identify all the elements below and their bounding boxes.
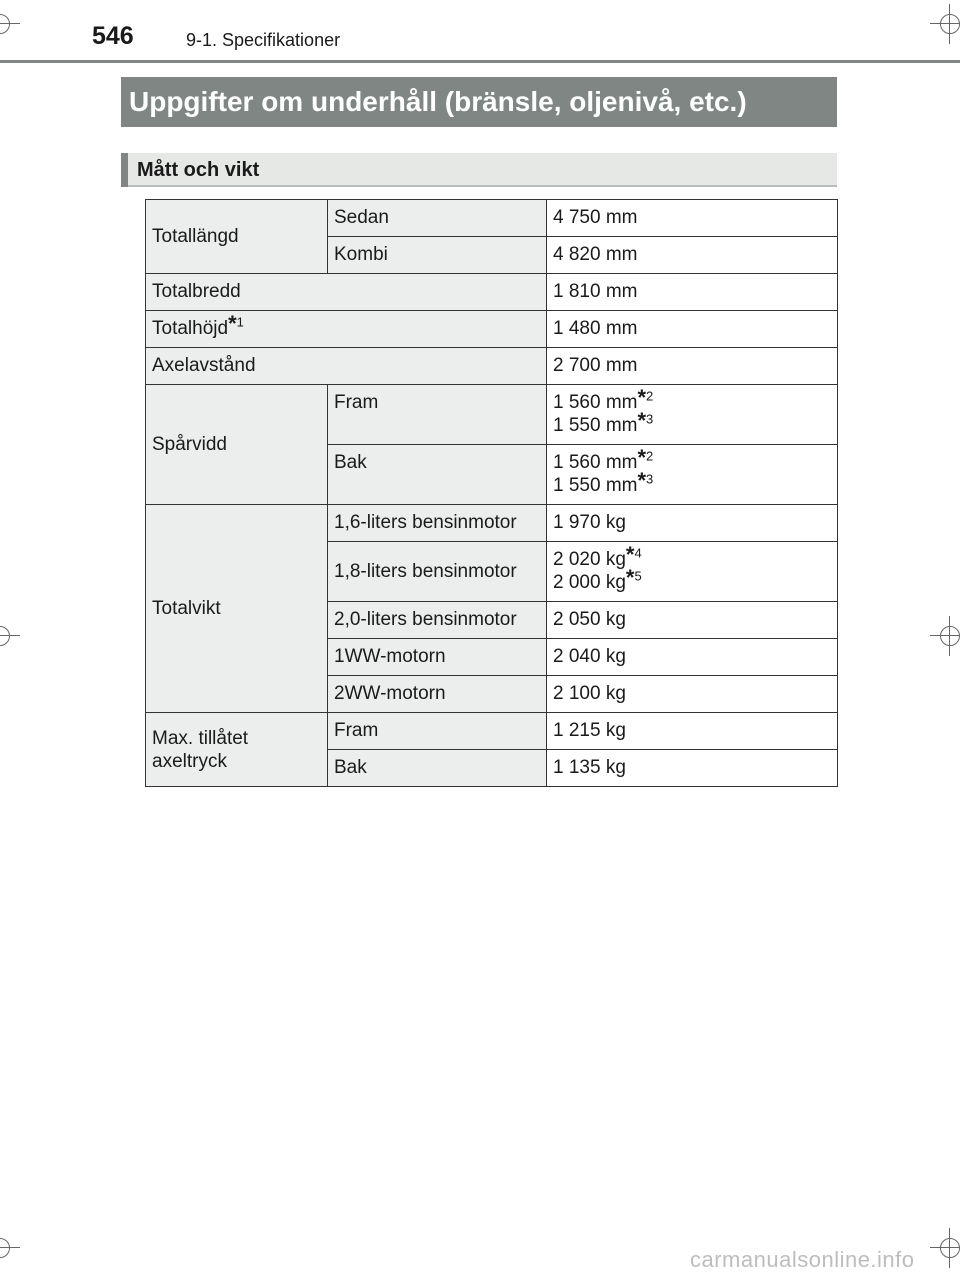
section-header: [121, 153, 837, 187]
value-line: [553, 468, 831, 497]
row-label-total-height: [146, 311, 547, 348]
table-row: [146, 311, 838, 348]
watermark: carmanualsonline.info: [690, 1247, 915, 1272]
value-axle-front: 1 215 kg: [547, 713, 838, 750]
sub-label-18-engine: 1,8-liters bensinmotor: [328, 542, 547, 602]
value-line: [553, 565, 831, 594]
value-line: [553, 542, 831, 571]
value-track-front: [547, 385, 838, 445]
value-total-height: 1 480 mm: [547, 311, 838, 348]
page-number: 546: [92, 22, 134, 50]
sub-label-axle-rear: Bak: [328, 750, 547, 787]
sub-label-axle-front: Fram: [328, 713, 547, 750]
value-line: [553, 445, 831, 474]
sub-label-kombi: Kombi: [328, 237, 547, 274]
table-row: [146, 348, 838, 385]
value-axle-rear: 1 135 kg: [547, 750, 838, 787]
footnote-ref: 3: [646, 471, 654, 487]
value-wheelbase: 2 700 mm: [547, 348, 838, 385]
row-label-wheelbase: Axelavstånd: [146, 348, 547, 385]
footnote-marker: *: [625, 542, 635, 567]
sub-label-16-engine: 1,6-liters bensinmotor: [328, 505, 547, 542]
registration-mark-top-left: [0, 14, 10, 34]
footnote-marker: *: [637, 445, 647, 470]
value-line: [553, 385, 831, 414]
sub-label-track-rear: Bak: [328, 445, 547, 505]
row-label-track: Spårvidd: [146, 385, 328, 505]
dimensions-weight-table: [145, 199, 838, 787]
sub-label-2ww-engine: 2WW-motorn: [328, 676, 547, 713]
footnote-ref: 1: [236, 314, 244, 330]
value-text: 2 020 kg: [553, 549, 626, 570]
row-label-axle-load: [146, 713, 328, 787]
registration-mark-top-right: [940, 14, 960, 34]
value-text: 1 550 mm: [553, 475, 638, 496]
footnote-marker: *: [625, 565, 635, 590]
sub-label-sedan: Sedan: [328, 200, 547, 237]
registration-mark-mid-right: [940, 626, 960, 646]
value-sedan: 4 750 mm: [547, 200, 838, 237]
section-title: Mått och vikt: [137, 159, 260, 181]
value-18-engine: [547, 542, 838, 602]
registration-mark-bottom-left: [0, 1238, 10, 1258]
header-rule: [0, 60, 960, 63]
footnote-ref: 5: [634, 568, 642, 584]
footnote-ref: 2: [646, 388, 654, 404]
footnote-ref: 2: [646, 448, 654, 464]
axle-label-line: Max. tillåtet: [152, 727, 249, 749]
sub-label-track-front: Fram: [328, 385, 547, 445]
table-row: [146, 505, 838, 542]
registration-mark-bottom-right: [940, 1238, 960, 1258]
value-2ww-engine: 2 100 kg: [547, 676, 838, 713]
value-text: 1 560 mm: [553, 452, 638, 473]
value-text: 2 000 kg: [553, 572, 626, 593]
value-text: 1 550 mm: [553, 415, 638, 436]
chapter-title: 9-1. Specifikationer: [186, 30, 341, 50]
registration-mark-mid-left: [0, 626, 10, 646]
row-label-total-weight: Totalvikt: [146, 505, 328, 713]
table-row: [146, 713, 838, 750]
value-1ww-engine: 2 040 kg: [547, 639, 838, 676]
sub-label-1ww-engine: 1WW-motorn: [328, 639, 547, 676]
sub-label-20-engine: 2,0-liters bensinmotor: [328, 602, 547, 639]
footnote-ref: 3: [646, 411, 654, 427]
row-label-total-length: Totallängd: [146, 200, 328, 274]
row-label-total-width: Totalbredd: [146, 274, 547, 311]
table-row: [146, 385, 838, 445]
footnote-marker: *: [637, 385, 647, 410]
footnote-marker: *: [228, 311, 237, 336]
value-total-width: 1 810 mm: [547, 274, 838, 311]
footnote-marker: *: [637, 408, 647, 433]
axle-label-line: axeltryck: [152, 750, 227, 772]
footnote-marker: *: [637, 468, 647, 493]
value-text: 1 560 mm: [553, 392, 638, 413]
value-kombi: 4 820 mm: [547, 237, 838, 274]
value-line: [553, 408, 831, 437]
footnote-ref: 4: [634, 545, 642, 561]
value-16-engine: 1 970 kg: [547, 505, 838, 542]
table-row: [146, 200, 838, 237]
page-title: Uppgifter om underhåll (bränsle, oljenivå, etc.): [121, 77, 837, 127]
value-track-rear: [547, 445, 838, 505]
table-row: [146, 274, 838, 311]
total-height-text: Totalhöjd: [152, 318, 229, 339]
value-20-engine: 2 050 kg: [547, 602, 838, 639]
section-accent: [121, 153, 128, 187]
